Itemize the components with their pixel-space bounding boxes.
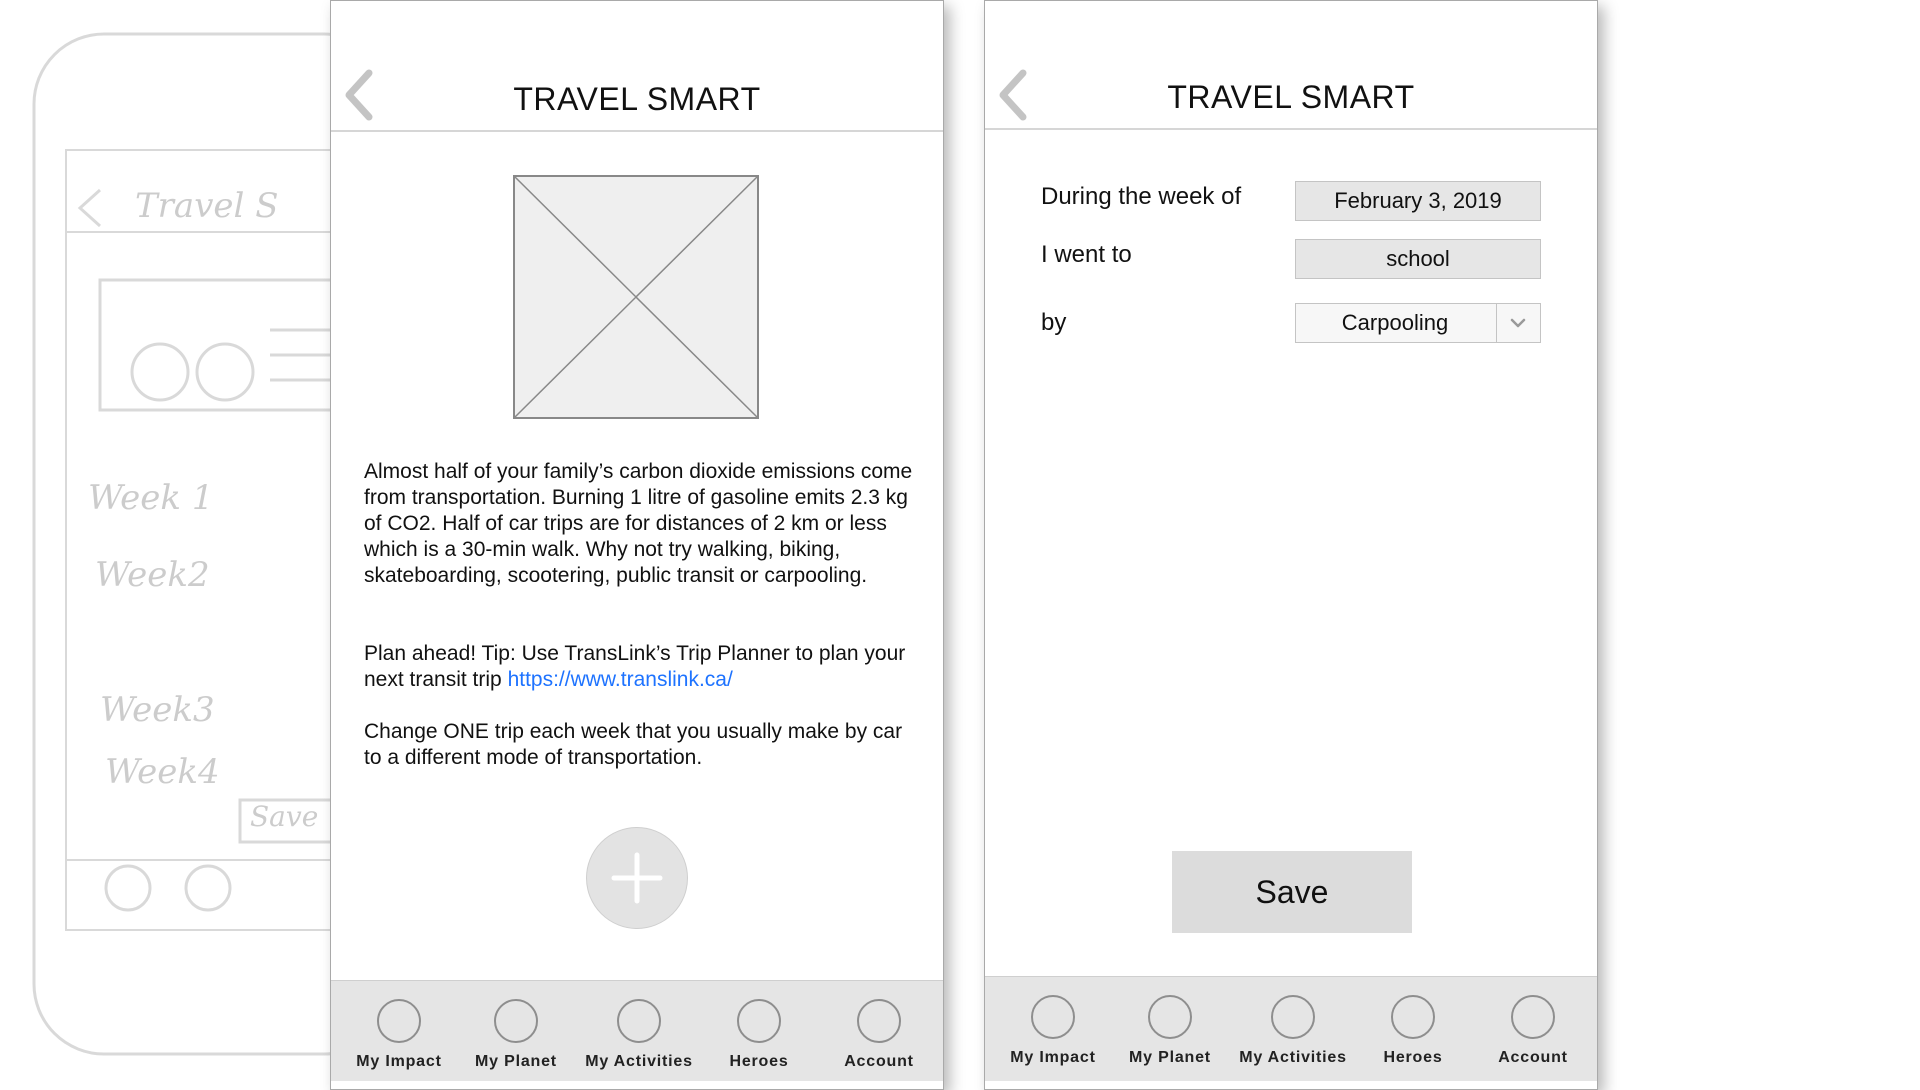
dropdown-toggle[interactable] [1496, 304, 1540, 342]
tab-label: My Activities [1239, 1049, 1347, 1066]
mode-value: Carpooling [1341, 310, 1449, 335]
info-screen [330, 0, 944, 1090]
tab-label: Account [1498, 1049, 1568, 1066]
plus-icon [587, 828, 687, 928]
background-sketch [0, 0, 340, 1080]
circle-icon [617, 999, 661, 1043]
tab-my-impact[interactable] [339, 981, 459, 1081]
tab-my-activities[interactable] [579, 981, 699, 1081]
tab-my-planet[interactable] [1110, 977, 1230, 1077]
circle-icon [494, 999, 538, 1043]
week-label: During the week of [1041, 183, 1242, 210]
tab-account[interactable] [1473, 977, 1593, 1077]
mode-label: by [1041, 309, 1067, 336]
circle-icon [857, 999, 901, 1043]
sketch-title: Travel S [135, 186, 279, 226]
info-paragraph: Almost half of your family’s carbon dioxide emissions come from transportation. Burning 1 litre of gasoline emits 2.3 kg of CO2. Half of car trips are for distances of 2 km or less which is a 30-min walk. Why not try walking, biking, skateboarding, scootering, public transit or carpooling. [364, 460, 913, 587]
header [985, 1, 1597, 130]
tab-label: My Impact [1010, 1049, 1096, 1066]
sketch-week1: Week 1 [88, 478, 214, 518]
tab-account[interactable] [819, 981, 939, 1081]
circle-icon [1511, 995, 1555, 1039]
destination-label: I went to [1041, 241, 1132, 268]
circle-icon [1148, 995, 1192, 1039]
tab-bar [331, 980, 943, 1081]
week-field[interactable]: February 3, 2019 [1295, 181, 1541, 221]
log-trip-screen [984, 0, 1598, 1090]
tab-my-activities[interactable] [1233, 977, 1353, 1077]
tab-heroes[interactable] [699, 981, 819, 1081]
image-placeholder-icon [513, 175, 759, 419]
sketch-week3: Week3 [100, 690, 215, 730]
tab-label: My Planet [1129, 1049, 1211, 1066]
chevron-down-icon [1497, 304, 1539, 342]
tab-label: My Activities [585, 1053, 693, 1070]
save-button[interactable]: Save [1172, 851, 1412, 933]
sketch-week2: Week2 [95, 555, 210, 595]
page-title: TRAVEL SMART [1167, 79, 1415, 115]
circle-icon [737, 999, 781, 1043]
circle-icon [1031, 995, 1075, 1039]
tab-bar [985, 976, 1597, 1081]
circle-icon [1271, 995, 1315, 1039]
circle-icon [377, 999, 421, 1043]
sketch-save: Save [250, 800, 319, 833]
tab-my-planet[interactable] [456, 981, 576, 1081]
tab-label: My Impact [356, 1053, 442, 1070]
translink-link[interactable]: https://www.translink.ca/ [507, 668, 733, 691]
header [331, 1, 943, 132]
destination-field[interactable]: school [1295, 239, 1541, 279]
sketch-phone-outline [0, 0, 340, 1080]
tab-label: Heroes [1383, 1049, 1443, 1066]
tab-label: Heroes [729, 1053, 789, 1070]
tab-label: My Planet [475, 1053, 557, 1070]
sketch-week4: Week4 [105, 752, 220, 792]
challenge-paragraph: Change ONE trip each week that you usually make by car to a different mode of transportation. [364, 720, 903, 769]
tip-text: Plan ahead! Tip: Use TransLink’s Trip Planner to plan your next transit trip [364, 642, 906, 691]
circle-icon [1391, 995, 1435, 1039]
mode-select[interactable] [1295, 303, 1541, 343]
add-button[interactable] [586, 827, 688, 929]
tab-my-impact[interactable] [993, 977, 1113, 1077]
tab-heroes[interactable] [1353, 977, 1473, 1077]
tab-label: Account [844, 1053, 914, 1070]
tip-paragraph [364, 641, 914, 693]
page-title: TRAVEL SMART [513, 81, 761, 117]
